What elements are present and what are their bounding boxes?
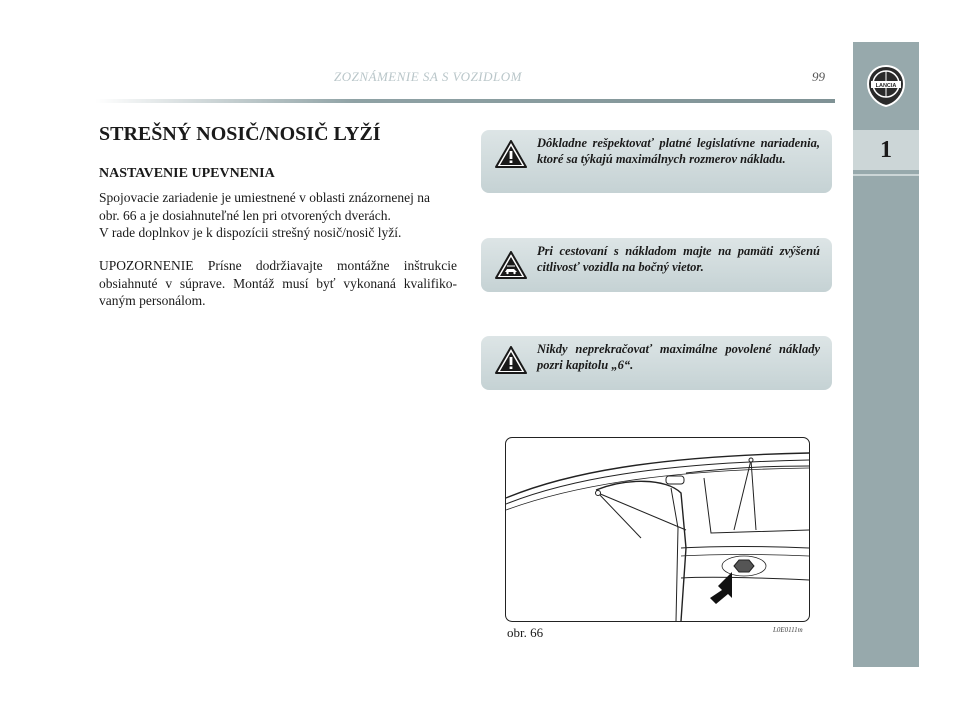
paragraph-1-line: Spojovacie zariadenie je umiestnené v oblasti znázornenej na (99, 190, 430, 205)
chapter-sidebar (853, 42, 919, 667)
paragraph-1 (99, 189, 457, 242)
header-rule (95, 99, 835, 103)
paragraph-2 (99, 257, 457, 310)
warning-triangle-icon (495, 140, 527, 168)
figure-caption: obr. 66 (507, 625, 544, 640)
running-header-title: ZOZNÁMENIE SA S VOZIDLOM (334, 69, 522, 84)
warning-text: Dôkladne rešpektovať platné legislatívne nariadenia, ktoré sa týkajú maximálnych rozmerov nákladu. (537, 136, 820, 166)
paragraph-1-line: obr. 66 a je dosiahnuteľné len pri otvorených dverách. (99, 207, 391, 223)
warning-car-wind-icon (495, 251, 527, 279)
warning-box (481, 238, 832, 292)
warning-box (481, 336, 832, 390)
figure-code: L0E0111m (773, 626, 803, 634)
subsection-heading: NASTAVENIE UPEVNENIA (99, 166, 275, 181)
figure-roof-rack-attachment (505, 437, 810, 622)
chapter-tab[interactable]: 1 (853, 130, 919, 170)
warning-box (481, 130, 832, 193)
warning-triangle-icon (495, 346, 527, 374)
logo-box (853, 42, 919, 128)
page-number: 99 (812, 69, 825, 84)
caution-text: UPOZORNENIE Prísne dodržiavajte montážne inštrukcie obsiahnuté v súprave. Montáž musí byť vykonaná kvalifikovaným personálom. (99, 258, 457, 308)
section-heading: STREŠNÝ NOSIČ/NOSIČ LYŽÍ (99, 123, 381, 145)
car-roof-illustration (506, 438, 809, 621)
tab-divider (853, 174, 919, 176)
paragraph-1-line: V rade doplnkov je k dispozícii strešný nosič/nosič lyží. (99, 225, 402, 240)
warning-text: Pri cestovaní s nákladom majte na pamäti zvýšenú citlivosť vozidla na bočný vietor. (537, 244, 820, 274)
logo-wordmark: LANCIA (875, 83, 897, 89)
warning-text: Nikdy neprekračovať maximálne povolené náklady pozri kapitolu „6“. (537, 342, 820, 372)
lancia-logo-icon (865, 64, 907, 108)
